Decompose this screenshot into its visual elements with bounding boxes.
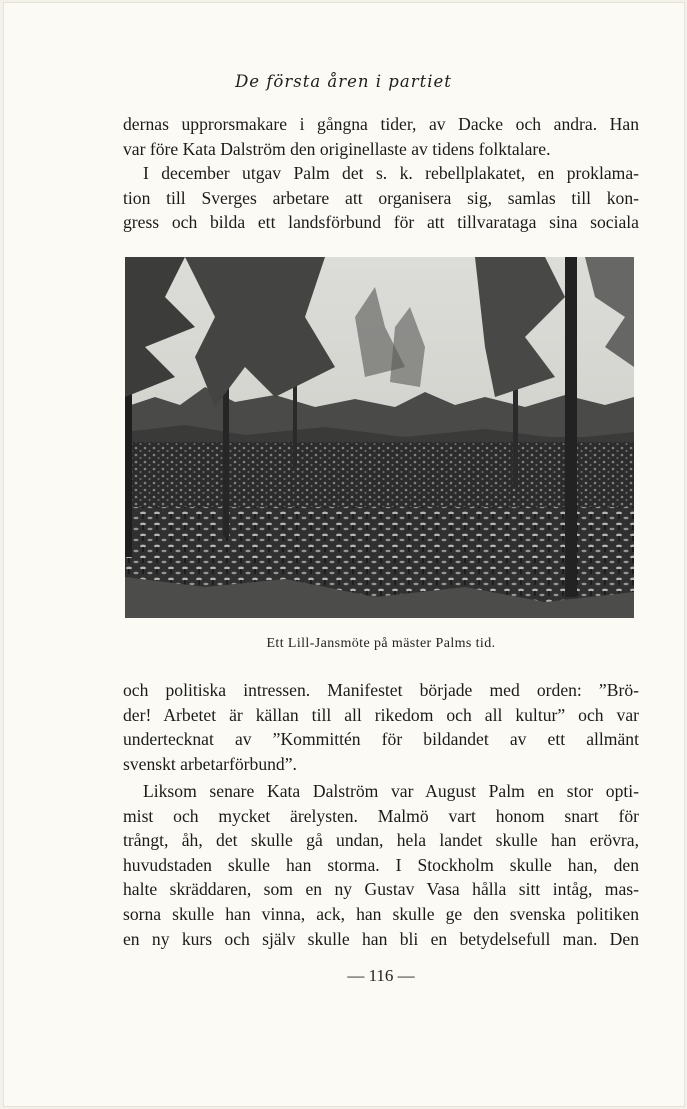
text-line: tion till Sverges arbetare att organisera sig, samlas till kon- xyxy=(123,187,639,208)
text-line: var före Kata Dalström den originellaste av tidens folktalare. xyxy=(123,138,551,159)
running-head: De första åren i partiet xyxy=(235,72,452,91)
text-line: en ny kurs och själv skulle han bli en betydelsefull man. Den xyxy=(123,928,639,949)
text-line: dernas upprorsmakare i gångna tider, av Dacke och andra. Han xyxy=(123,114,639,134)
paragraph-1 xyxy=(123,112,639,235)
text-line: halte skräddaren, som en ny Gustav Vasa hålla sitt intåg, mas- xyxy=(123,879,639,900)
text-line: Liksom senare Kata Dalström var August Palm en stor opti- xyxy=(143,781,639,801)
paragraph-2 xyxy=(123,678,639,776)
paragraph-3 xyxy=(123,779,639,951)
text-line: sorna skulle han vinna, ack, han skulle ge den svenska politiken xyxy=(123,903,639,924)
text-line: gress och bilda ett landsförbund för att tillvarataga sina sociala xyxy=(123,212,639,233)
text-line: trångt, åh, det skulle gå undan, hela landet skulle han erövra, xyxy=(123,830,639,851)
text-line: I december utgav Palm det s. k. rebellplakatet, en proklama- xyxy=(143,163,639,184)
text-line: huvudstaden skulle han storma. I Stockholm skulle han, den xyxy=(123,854,639,875)
text-line: och politiska intressen. Manifestet började med orden: ”Brö- xyxy=(123,680,639,700)
crowd-photograph xyxy=(125,257,634,618)
photo-image xyxy=(125,257,634,618)
text-line: der! Arbetet är källan till all rikedom och all kultur” och var xyxy=(123,704,639,725)
text-line: mist och mycket ärelysten. Malmö vart honom snart för xyxy=(123,805,639,826)
page-number: — 116 — xyxy=(347,966,415,985)
text-line: svenskt arbetarförbund”. xyxy=(123,753,297,774)
photo-caption: Ett Lill-Jansmöte på mäster Palms tid. xyxy=(266,636,496,651)
text-line: undertecknat av ”Kommittén för bildandet av ett allmänt xyxy=(123,729,639,750)
